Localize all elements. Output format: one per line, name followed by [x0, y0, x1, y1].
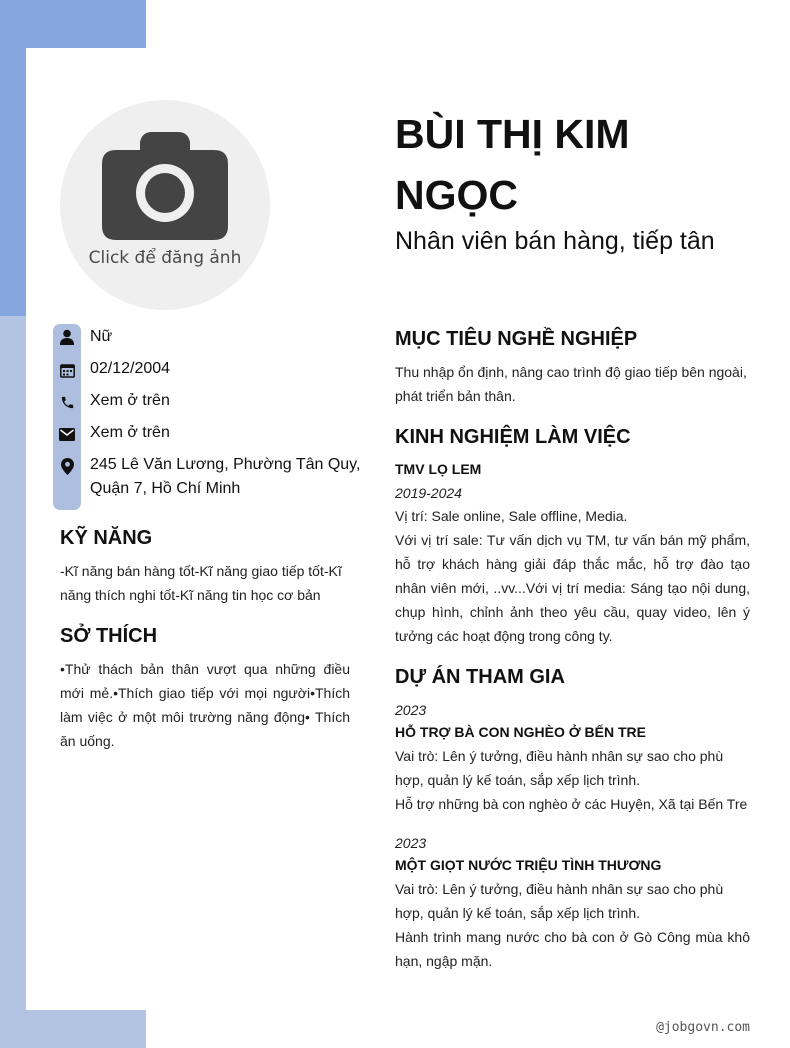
address-line-2: Quận 7, Hồ Chí Minh: [90, 480, 241, 497]
phone-value: Xem ở trên: [90, 392, 170, 409]
address-line-1: 245 Lê Văn Lương, Phường Tân Quy,: [90, 456, 361, 473]
calendar-icon: [59, 362, 75, 378]
hobbies-heading: SỞ THÍCH: [60, 625, 158, 647]
project-role: Vai trò: Lên ý tưởng, điều hành nhân sự sao cho phù hợp, quản lý kế toán, sắp xếp lịch trình.: [395, 748, 724, 788]
project-description: Hỗ trợ những bà con nghèo ở các Huyện, Xã tại Bến Tre: [395, 796, 748, 812]
dob-value: 02/12/2004: [90, 360, 171, 377]
experience-period: 2019-2024: [395, 485, 462, 501]
objective-heading: MỤC TIÊU NGHỀ NGHIỆP: [395, 328, 638, 350]
skills-text: -Kĩ năng bán hàng tốt-Kĩ năng giao tiếp tốt-Kĩ năng thích nghi tốt-Kĩ năng tin học cơ bản: [60, 563, 342, 603]
project-title: MỘT GIỌT NƯỚC TRIỆU TÌNH THƯƠNG: [395, 857, 662, 873]
experience-company: TMV LỌ LEM: [395, 461, 482, 477]
decor-top-block: [0, 0, 146, 48]
location-pin-icon: [59, 458, 75, 474]
experience-heading: KINH NGHIỆM LÀM VIỆC: [395, 426, 631, 448]
camera-icon: [102, 130, 228, 240]
project-title: HỖ TRỢ BÀ CON NGHÈO Ở BẾN TRE: [395, 724, 647, 740]
project-role: Vai trò: Lên ý tưởng, điều hành nhân sự sao cho phù hợp, quản lý kế toán, sắp xếp lịch trình.: [395, 881, 724, 921]
skills-heading: KỸ NĂNG: [60, 527, 153, 549]
decor-left-strip-dark: [0, 48, 26, 316]
experience-role: Vị trí: Sale online, Sale offline, Media.: [395, 508, 628, 524]
project-description: Hành trình mang nước cho bà con ở Gò Công mùa khô hạn, ngập mặn.: [395, 929, 750, 969]
contact-icon-bar: [53, 324, 81, 510]
decor-left-strip-light: [0, 316, 26, 1048]
job-position: Nhân viên bán hàng, tiếp tân: [395, 227, 715, 255]
decor-bottom-block: [26, 1010, 146, 1048]
phone-icon: [59, 394, 75, 410]
hobbies-text: •Thử thách bản thân vượt qua những điều mới mẻ.•Thích giao tiếp với mọi người•Thích làm việc ở một môi trường năng động• Thích ăn uống.: [60, 661, 350, 749]
mail-icon: [59, 426, 75, 442]
project-year: 2023: [395, 702, 427, 718]
objective-text: Thu nhập ổn định, nâng cao trình độ giao tiếp bên ngoài, phát triển bản thân.: [395, 364, 747, 404]
full-name: BÙI THỊ KIM NGỌC: [395, 111, 630, 218]
experience-description: Với vị trí sale: Tư vấn dịch vụ TM, tư vấn bán mỹ phẩm, hỗ trợ khách hàng giải đáp thắc mắc, hỗ trợ đào tạo nhân viên mới, ..vv...Với vị trí media: Sáng tạo nội dung, chụp hình, chỉnh ảnh theo yêu cầu, quay video, lên ý tưởng các hoạt động trong công ty.: [395, 532, 750, 644]
person-icon: [59, 329, 75, 345]
projects-heading: DỰ ÁN THAM GIA: [395, 666, 565, 688]
email-value: Xem ở trên: [90, 424, 170, 441]
watermark: @jobgovn.com: [656, 1020, 750, 1035]
gender-value: Nữ: [90, 328, 113, 345]
project-year: 2023: [395, 835, 427, 851]
avatar-upload[interactable]: [60, 100, 270, 310]
photo-caption: Click để đăng ảnh: [88, 248, 242, 268]
